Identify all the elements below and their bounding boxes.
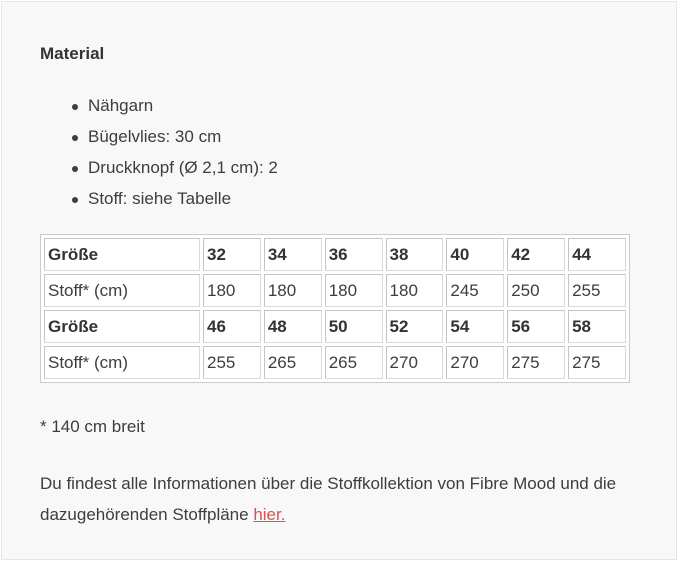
table-cell: 245 [446,274,504,307]
fabric-row [44,346,626,379]
table-cell: 180 [203,274,261,307]
footnote: * 140 cm breit [40,417,145,436]
table-cell: 255 [203,346,261,379]
table-cell: 270 [446,346,504,379]
list-item [70,92,278,123]
table-cell: 250 [507,274,565,307]
row-label: Größe [44,238,200,271]
table-cell: 180 [264,274,322,307]
table-cell: 38 [386,238,444,271]
info-paragraph [40,468,640,530]
table-cell: 275 [568,346,626,379]
table-cell: 265 [325,346,383,379]
size-header-row [44,310,626,343]
info-text: Du findest alle Informationen über die Stoffkollektion von Fibre Mood und die dazugehörenden Stoffpläne [40,474,617,524]
row-label: Stoff* (cm) [44,274,200,307]
bullet-icon [72,104,78,110]
bullet-icon [72,166,78,172]
hier-link[interactable]: hier. [253,505,286,524]
table-cell: 54 [446,310,504,343]
table-cell: 180 [386,274,444,307]
fabric-row [44,274,626,307]
table-cell: 275 [507,346,565,379]
table-cell: 40 [446,238,504,271]
table-cell: 42 [507,238,565,271]
table-cell: 36 [325,238,383,271]
table-cell: 180 [325,274,383,307]
list-item-label: Stoff: siehe Tabelle [88,189,232,208]
table-cell: 265 [264,346,322,379]
list-item-label: Nähgarn [88,96,154,115]
bullet-icon [72,197,78,203]
table-cell: 52 [386,310,444,343]
list-item-label: Druckknopf (Ø 2,1 cm): 2 [88,158,278,177]
material-list [70,92,278,216]
table-cell: 44 [568,238,626,271]
list-item [70,154,278,185]
list-item-label: Bügelvlies: 30 cm [88,127,222,146]
list-item [70,123,278,154]
table-cell: 58 [568,310,626,343]
size-table [40,234,630,383]
table-cell: 32 [203,238,261,271]
row-label: Größe [44,310,200,343]
table-cell: 34 [264,238,322,271]
content-card [1,1,677,560]
table-cell: 56 [507,310,565,343]
size-header-row [44,238,626,271]
table-cell: 48 [264,310,322,343]
table-cell: 46 [203,310,261,343]
table-cell: 270 [386,346,444,379]
bullet-icon [72,135,78,141]
material-heading: Material [40,44,105,63]
row-label: Stoff* (cm) [44,346,200,379]
table-cell: 50 [325,310,383,343]
list-item [70,185,278,216]
table-cell: 255 [568,274,626,307]
